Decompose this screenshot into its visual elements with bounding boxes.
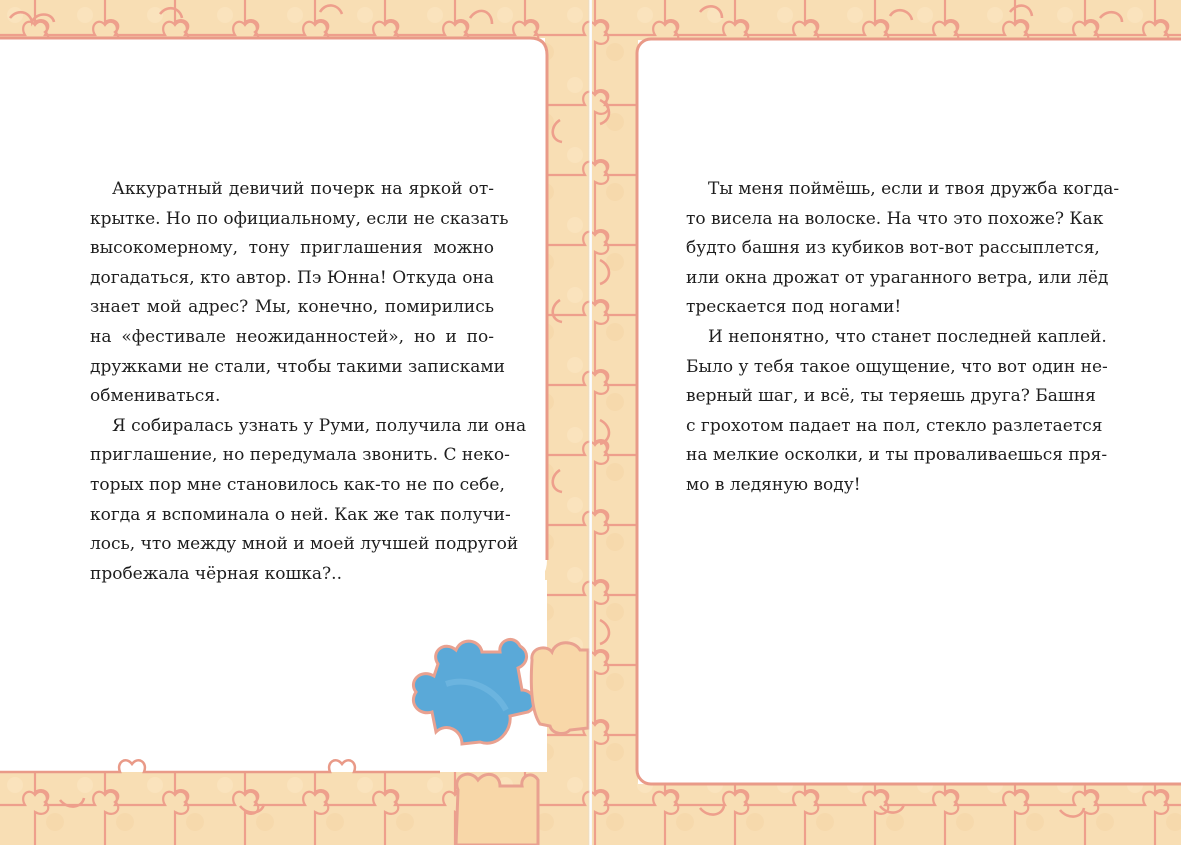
right-bottom-border <box>592 784 1181 845</box>
text-line: трескается под ногами! <box>686 297 902 318</box>
text-line: приглашение, но передумала звонить. С неко- <box>90 445 510 466</box>
text-line: торых пор мне становилось как-то не по себе, <box>90 474 505 495</box>
text-line: крытке. Но по официальному, если не сказать <box>90 208 509 229</box>
text-line: Ты меня поймёшь, если и твоя дружба когда- <box>708 179 1120 199</box>
right-top-border <box>592 0 1181 40</box>
text-line: на мелкие осколки, и ты проваливаешься пря- <box>686 445 1108 466</box>
right-page-text <box>686 175 1120 501</box>
left-paragraph-2 <box>90 412 527 590</box>
text-line: обмениваться. <box>90 386 221 407</box>
peach-puzzle-piece-icon <box>531 643 588 734</box>
bottom-puzzle-piece-icon <box>456 774 538 845</box>
text-line: Аккуратный девичий почерк на яркой от- <box>112 179 494 199</box>
text-line: высокомерному, тону приглашения можно <box>90 238 494 259</box>
text-line: мо в ледяную воду! <box>686 474 861 495</box>
book-gutter <box>588 0 592 845</box>
text-line: лось, что между мной и моей лучшей подругой <box>90 534 519 555</box>
right-paragraph-2 <box>686 323 1108 501</box>
text-line: или окна дрожат от ураганного ветра, или лёд <box>686 267 1109 288</box>
right-paragraph-1 <box>686 175 1120 323</box>
text-line: с грохотом падает на пол, стекло разлетается <box>686 415 1103 436</box>
text-line: на «фестивале неожиданностей», но и по- <box>90 326 494 347</box>
text-line: когда я вспоминала о ней. Как же так получи- <box>90 504 511 525</box>
text-line: Было у тебя такое ощущение, что вот один не- <box>686 356 1108 377</box>
text-line: Я собиралась узнать у Руми, получила ли она <box>112 415 527 436</box>
text-line: пробежала чёрная кошка?.. <box>90 563 342 584</box>
left-page-text <box>90 175 527 589</box>
text-line: И непонятно, что станет последней каплей. <box>708 326 1107 347</box>
left-paragraph-1 <box>90 175 509 412</box>
text-line: догадаться, кто автор. Пэ Юнна! Откуда она <box>90 267 494 288</box>
left-top-border <box>0 0 590 38</box>
text-line: то висела на волоске. На что это похоже? Как <box>686 208 1104 229</box>
right-left-border <box>592 0 638 845</box>
text-line: будто башня из кубиков вот-вот рассыплется, <box>686 238 1100 259</box>
text-line: верный шаг, и всё, ты теряешь друга? Башня <box>686 386 1096 407</box>
text-line: знает мой адрес? Мы, конечно, помирились <box>90 297 494 318</box>
text-line: дружками не стали, чтобы такими записками <box>90 356 505 377</box>
